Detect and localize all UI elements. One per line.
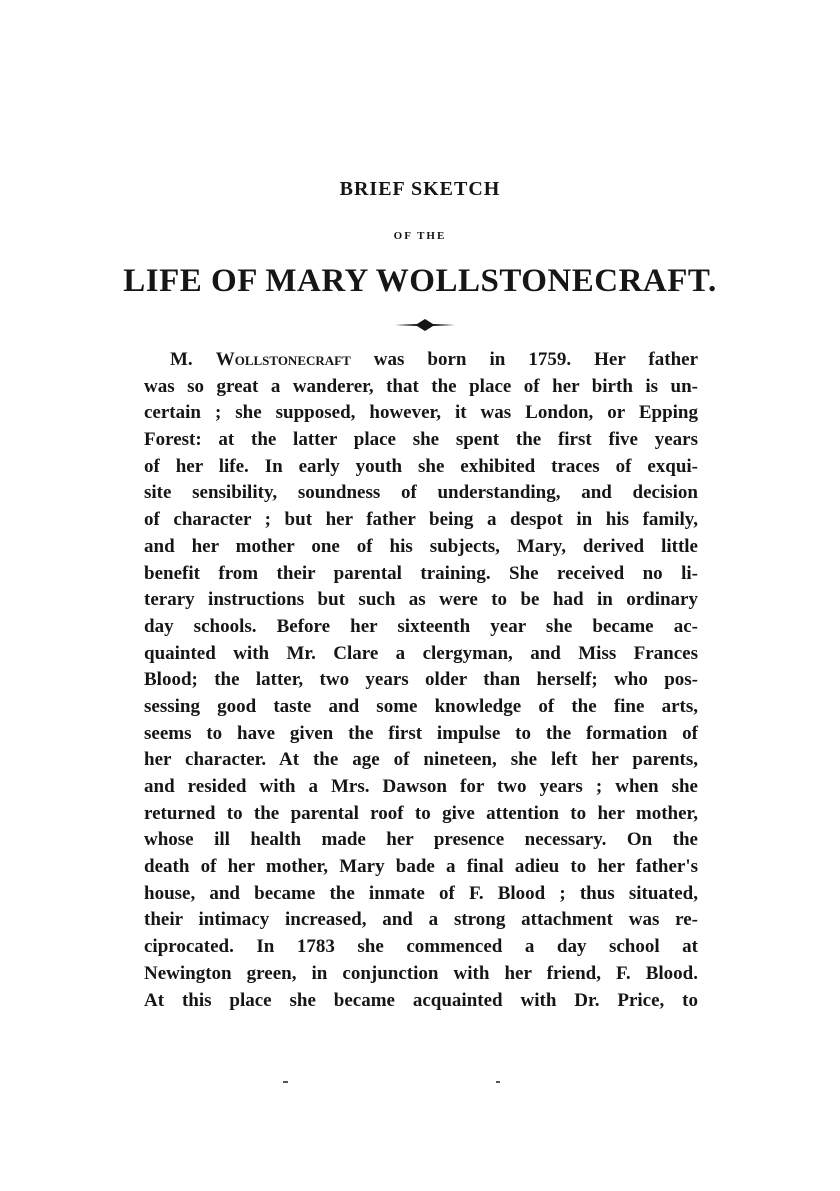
- text-line: benefit from their parental training. She received no li-: [144, 562, 698, 584]
- title-line-of-the: OF THE: [393, 230, 447, 242]
- text-line: Forest: at the latter place she spent the first five years: [144, 429, 698, 451]
- text-line: was so great a wanderer, that the place of her birth is un-: [144, 375, 698, 397]
- surname-small-caps: Wollstonecraft: [215, 349, 351, 370]
- text-line: sessing good taste and some knowledge of the fine arts,: [144, 695, 698, 717]
- text-line: [144, 347, 698, 374]
- text-line: site sensibility, soundness of understanding, and decision: [144, 482, 698, 504]
- text-line: whose ill health made her presence necessary. On the: [144, 829, 698, 851]
- print-mark: [283, 1081, 288, 1083]
- decorative-rule-icon: [395, 316, 455, 334]
- text-line: death of her mother, Mary bade a final adieu to her father's: [144, 856, 698, 878]
- text-line: certain ; she supposed, however, it was London, or Epping: [144, 402, 698, 424]
- page-title: LIFE OF MARY WOLLSTONECRAFT.: [123, 263, 717, 299]
- text-line: day schools. Before her sixteenth year she became ac-: [144, 615, 698, 637]
- text-line: and her mother one of his subjects, Mary, derived little: [144, 535, 698, 557]
- text-line: and resided with a Mrs. Dawson for two years ; when she: [144, 776, 698, 797]
- text-line: house, and became the inmate of F. Blood ; thus situated,: [144, 882, 698, 904]
- text-line: of her life. In early youth she exhibited traces of exqui-: [144, 455, 698, 477]
- text-line: terary instructions but such as were to be had in ordinary: [144, 589, 698, 611]
- title-line-brief-sketch: BRIEF SKETCH: [339, 178, 501, 200]
- first-line-rest: was born in 1759. Her father: [373, 349, 699, 370]
- text-line: At this place she became acquainted with Dr. Price, to: [144, 989, 698, 1011]
- text-line: ciprocated. In 1783 she commenced a day school at: [144, 936, 698, 958]
- text-line: her character. At the age of nineteen, she left her parents,: [144, 749, 698, 771]
- text-line: Newington green, in conjunction with her friend, F. Blood.: [144, 962, 698, 984]
- text-line: their intimacy increased, and a strong attachment was re-: [144, 909, 698, 931]
- text-line: seems to have given the first impulse to the formation of: [144, 722, 698, 744]
- print-mark: [496, 1081, 500, 1083]
- initial: M.: [170, 349, 193, 370]
- text-line: returned to the parental roof to give attention to her mother,: [144, 802, 698, 824]
- biography-paragraph: [144, 347, 698, 1014]
- text-line: quainted with Mr. Clare a clergyman, and Miss Frances: [144, 642, 698, 664]
- text-line: Blood; the latter, two years older than herself; who pos-: [144, 669, 698, 691]
- text-line: of character ; but her father being a despot in his family,: [144, 509, 698, 531]
